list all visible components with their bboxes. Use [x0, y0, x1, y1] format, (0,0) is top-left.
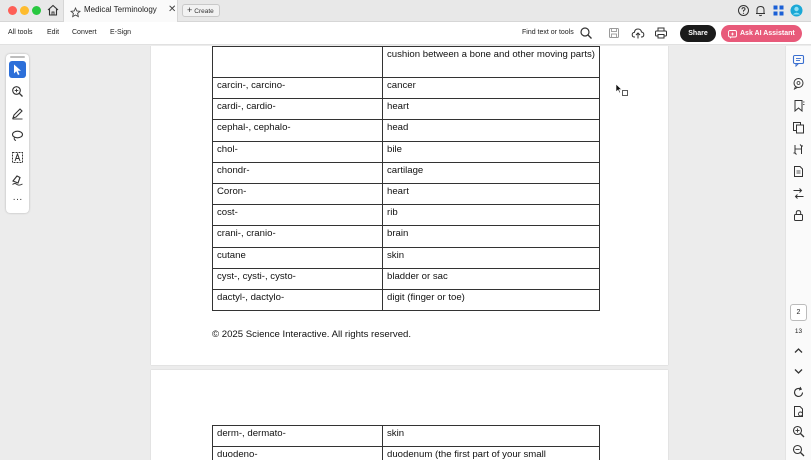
upload-cloud-icon[interactable] [631, 26, 645, 40]
menu-convert[interactable]: Convert [72, 29, 97, 36]
table-row [213, 183, 600, 204]
user-avatar[interactable] [790, 4, 803, 17]
pdf-page [151, 46, 668, 365]
plus-icon: + [187, 5, 193, 15]
pen-icon [11, 107, 24, 120]
table-row [213, 99, 600, 120]
organize-pages-icon[interactable] [792, 143, 805, 156]
menu-edit[interactable]: Edit [47, 29, 60, 36]
term-prefix-cell: cephal-, cephalo- [213, 120, 383, 141]
term-prefix-cell: cost- [213, 205, 383, 226]
table-row [213, 47, 600, 78]
apps-grid-icon[interactable] [772, 4, 785, 17]
save-icon[interactable] [607, 26, 621, 40]
zoom-in-icon[interactable] [792, 425, 805, 438]
share-button[interactable]: Share [680, 25, 716, 42]
term-meaning-cell: heart [383, 99, 600, 120]
term-prefix-cell: duodeno- [213, 447, 383, 460]
term-meaning-cell: duodenum (the first part of your small [383, 447, 600, 460]
term-meaning-cell: heart [383, 183, 600, 204]
table-row [213, 447, 600, 460]
window-minimize-button[interactable] [20, 6, 29, 15]
copy-pages-icon[interactable] [792, 121, 805, 134]
compare-files-icon[interactable] [792, 187, 805, 200]
term-meaning-cell: brain [383, 226, 600, 247]
table-row [213, 120, 600, 141]
table-row [213, 247, 600, 268]
signature-pen-icon [11, 173, 24, 186]
term-prefix-cell: dactyl-, dactylo- [213, 289, 383, 310]
term-prefix-cell: carcin-, carcino- [213, 78, 383, 99]
home-icon[interactable] [46, 3, 60, 18]
window-maximize-button[interactable] [32, 6, 41, 15]
table-row [213, 226, 600, 247]
cursor-arrow-icon [11, 63, 24, 76]
term-meaning-cell: digit (finger or toe) [383, 289, 600, 310]
sign-tool-button[interactable] [9, 171, 26, 188]
document-text-icon[interactable] [792, 165, 805, 178]
table-row [213, 289, 600, 310]
term-prefix-cell: Coron- [213, 183, 383, 204]
text-box-tool-button[interactable] [9, 149, 26, 166]
term-prefix-cell: chol- [213, 141, 383, 162]
search-icon[interactable] [579, 26, 593, 40]
help-icon[interactable] [737, 4, 750, 17]
window-titlebar [0, 0, 811, 22]
terminology-table [212, 46, 600, 311]
lasso-tool-button[interactable] [9, 127, 26, 144]
bookmark-icon[interactable] [792, 99, 805, 112]
window-close-button[interactable] [8, 6, 17, 15]
lasso-icon [11, 129, 24, 142]
current-page-input[interactable]: 2 [790, 304, 807, 321]
panel-drag-handle[interactable] [10, 56, 25, 58]
zoom-add-icon [11, 85, 24, 98]
find-text-or-tools[interactable]: Find text or tools [522, 29, 574, 36]
notification-bell-icon[interactable] [754, 4, 767, 17]
table-row [213, 141, 600, 162]
page-fit-icon[interactable] [792, 405, 805, 418]
term-meaning-cell: cancer [383, 78, 600, 99]
tab-title: Medical Terminology [84, 5, 157, 14]
zoom-tool-button[interactable] [9, 83, 26, 100]
term-prefix-cell: chondr- [213, 162, 383, 183]
right-sidebar [785, 46, 811, 460]
print-icon[interactable] [654, 26, 668, 40]
term-meaning-cell: cartilage [383, 162, 600, 183]
more-tools-icon[interactable]: ··· [12, 194, 23, 205]
highlight-pen-tool-button[interactable] [9, 105, 26, 122]
document-viewport[interactable] [33, 46, 784, 460]
protect-lock-icon[interactable] [792, 209, 805, 222]
menu-e-sign[interactable]: E-Sign [110, 29, 132, 36]
term-prefix-cell: derm-, dermato- [213, 426, 383, 447]
term-meaning-cell: skin [383, 247, 600, 268]
zoom-out-icon[interactable] [792, 444, 805, 457]
main-toolbar [0, 22, 811, 45]
term-meaning-cell: cushion between a bone and other moving parts) [383, 47, 600, 78]
menu-all-tools[interactable]: All tools [8, 29, 33, 36]
pdf-page [151, 370, 668, 460]
table-row [213, 78, 600, 99]
chevron-up-icon[interactable] [792, 344, 805, 357]
chevron-down-icon[interactable] [792, 365, 805, 378]
create-button[interactable] [182, 4, 220, 17]
term-prefix-cell: crani-, cranio- [213, 226, 383, 247]
table-row [213, 162, 600, 183]
chat-bubble-icon[interactable] [792, 77, 805, 90]
term-meaning-cell: bile [383, 141, 600, 162]
term-meaning-cell: bladder or sac [383, 268, 600, 289]
select-tool-button[interactable] [9, 61, 26, 78]
term-meaning-cell: skin [383, 426, 600, 447]
copyright-text: © 2025 Science Interactive. All rights reserved. [212, 329, 412, 340]
term-prefix-cell: cyst-, cysti-, cysto- [213, 268, 383, 289]
term-meaning-cell: rib [383, 205, 600, 226]
comment-panel-icon[interactable] [792, 54, 805, 67]
term-prefix-cell [213, 47, 383, 78]
mouse-pointer-icon [615, 83, 629, 97]
create-label: Create [194, 8, 214, 15]
tab-medical-terminology[interactable] [63, 0, 178, 22]
refresh-rotate-icon[interactable] [792, 386, 805, 399]
table-row [213, 426, 600, 447]
table-row [213, 205, 600, 226]
ask-ai-assistant-label: Ask AI Assistant [740, 30, 795, 37]
term-prefix-cell: cardi-, cardio- [213, 99, 383, 120]
star-icon[interactable] [70, 5, 81, 16]
ai-assistant-icon [728, 29, 737, 38]
total-pages-label: 13 [794, 328, 803, 335]
term-meaning-cell: head [383, 120, 600, 141]
left-tools-panel [6, 54, 29, 213]
text-box-icon [11, 151, 24, 164]
table-row [213, 268, 600, 289]
ask-ai-assistant-button[interactable] [721, 25, 802, 42]
terminology-table [212, 425, 600, 460]
close-tab-icon[interactable]: ✕ [168, 4, 177, 15]
term-prefix-cell: cutane [213, 247, 383, 268]
